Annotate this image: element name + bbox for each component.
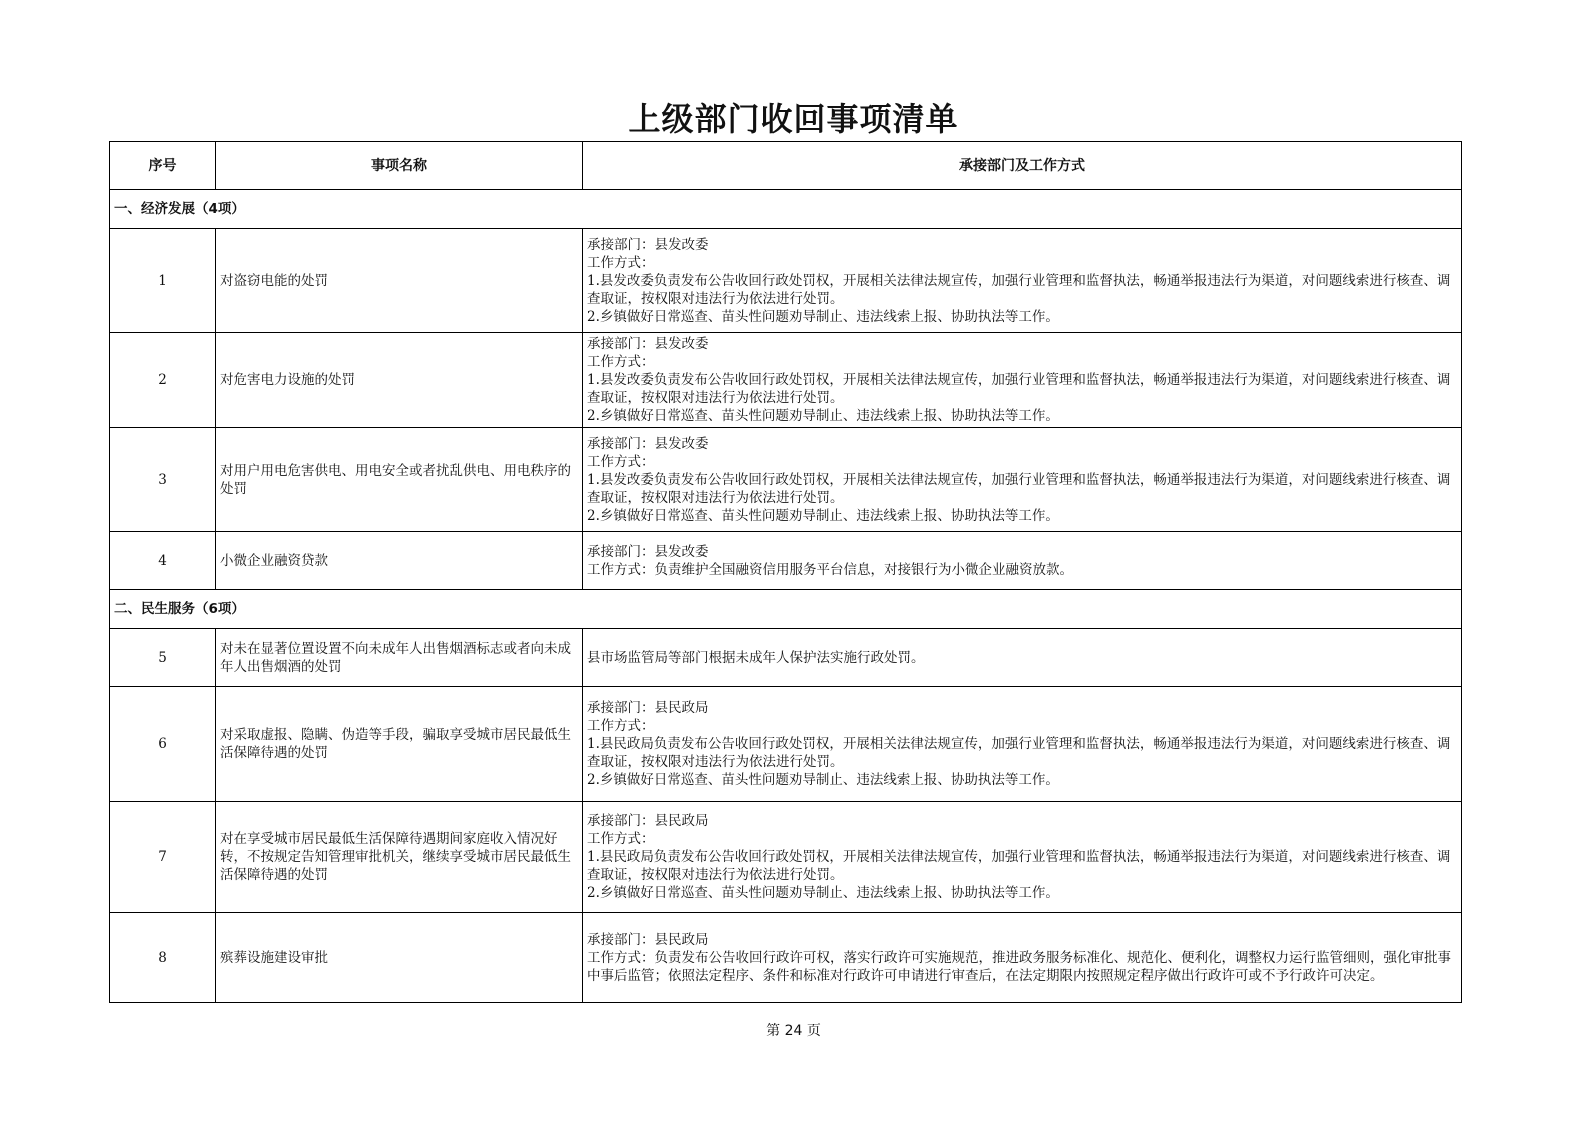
item-detail [583, 333, 1462, 428]
detail-line: 工作方式： [587, 718, 655, 734]
item-detail [583, 532, 1462, 590]
item-detail [583, 629, 1462, 687]
item-number: 4 [110, 532, 216, 590]
item-detail [583, 802, 1462, 913]
detail-line: 2.乡镇做好日常巡查、苗头性问题劝导制止、违法线索上报、协助执法等工作。 [587, 772, 1059, 788]
detail-line: 承接部门：县民政局 [587, 700, 709, 716]
detail-line: 县市场监管局等部门根据未成年人保护法实施行政处罚。 [587, 649, 925, 666]
table-row [110, 687, 1462, 802]
item-number: 5 [110, 629, 216, 687]
item-name: 殡葬设施建设审批 [216, 913, 583, 1003]
table-row [110, 428, 1462, 532]
detail-line: 2.乡镇做好日常巡查、苗头性问题劝导制止、违法线索上报、协助执法等工作。 [587, 507, 1059, 524]
detail-line: 承接部门：县发改委 [587, 236, 709, 253]
detail-line: 工作方式： [587, 254, 655, 271]
section-heading: 一、经济发展（4项） [110, 190, 1462, 229]
item-number: 1 [110, 229, 216, 333]
table-body [110, 190, 1462, 1003]
column-header-name: 事项名称 [216, 142, 583, 190]
table-row [110, 629, 1462, 687]
detail-line: 1.县发改委负责发布公告收回行政处罚权，开展相关法律法规宣传，加强行业管理和监督执法，畅通举报违法行为渠道，对问题线索进行核查、调查取证，按权限对违法行为依法进行处罚。 [587, 471, 1451, 506]
detail-line: 承接部门：县民政局 [587, 931, 709, 948]
item-number: 8 [110, 913, 216, 1003]
detail-line: 1.县发改委负责发布公告收回行政处罚权，开展相关法律法规宣传，加强行业管理和监督执法，畅通举报违法行为渠道，对问题线索进行核查、调查取证，按权限对违法行为依法进行处罚。 [587, 372, 1451, 406]
table-row [110, 229, 1462, 333]
item-detail [583, 229, 1462, 333]
item-number: 7 [110, 802, 216, 913]
table-row [110, 913, 1462, 1003]
item-detail [583, 913, 1462, 1003]
table-row [110, 333, 1462, 428]
column-header-num: 序号 [110, 142, 216, 190]
item-name: 对在享受城市居民最低生活保障待遇期间家庭收入情况好转，不按规定告知管理审批机关，继续享受城市居民最低生活保障待遇的处罚 [216, 802, 583, 913]
detail-line: 1.县民政局负责发布公告收回行政处罚权，开展相关法律法规宣传，加强行业管理和监督执法，畅通举报违法行为渠道，对问题线索进行核查、调查取证，按权限对违法行为依法进行处罚。 [587, 736, 1451, 770]
page-title: 上级部门收回事项清单 [628, 100, 959, 138]
item-name: 对盗窃电能的处罚 [216, 229, 583, 333]
detail-line: 承接部门：县民政局 [587, 813, 709, 829]
detail-line: 1.县民政局负责发布公告收回行政处罚权，开展相关法律法规宣传，加强行业管理和监督执法，畅通举报违法行为渠道，对问题线索进行核查、调查取证，按权限对违法行为依法进行处罚。 [587, 849, 1451, 883]
detail-line: 承接部门：县发改委 [587, 543, 709, 560]
table-row [110, 532, 1462, 590]
table-header-row [110, 142, 1462, 190]
detail-line: 工作方式：负责维护全国融资信用服务平台信息，对接银行为小微企业融资放款。 [587, 561, 1073, 578]
page-number: 第 24 页 [766, 1023, 821, 1039]
item-number: 6 [110, 687, 216, 802]
detail-line: 工作方式： [587, 354, 655, 370]
item-table [109, 141, 1462, 1003]
column-header-detail: 承接部门及工作方式 [583, 142, 1462, 190]
detail-line: 工作方式： [587, 831, 655, 847]
table-row [110, 802, 1462, 913]
item-detail [583, 687, 1462, 802]
detail-line: 承接部门：县发改委 [587, 435, 709, 452]
item-name: 对用户用电危害供电、用电安全或者扰乱供电、用电秩序的处罚 [216, 428, 583, 532]
detail-line: 工作方式：负责发布公告收回行政许可权，落实行政许可实施规范，推进政务服务标准化、规范化、便利化，调整权力运行监管细则，强化审批事中事后监管；依照法定程序、条件和标准对行政许可申请进行审查后，在法定期限内按照规定程序做出行政许可或不予行政许可决定。 [587, 949, 1451, 984]
item-name: 对未在显著位置设置不向未成年人出售烟酒标志或者向未成年人出售烟酒的处罚 [216, 629, 583, 687]
item-number: 3 [110, 428, 216, 532]
detail-line: 承接部门：县发改委 [587, 336, 709, 352]
item-detail [583, 428, 1462, 532]
item-name: 对危害电力设施的处罚 [216, 333, 583, 428]
item-name: 对采取虚报、隐瞒、伪造等手段，骗取享受城市居民最低生活保障待遇的处罚 [216, 687, 583, 802]
item-name: 小微企业融资贷款 [216, 532, 583, 590]
item-number: 2 [110, 333, 216, 428]
section-heading: 二、民生服务（6项） [110, 590, 1462, 629]
detail-line: 2.乡镇做好日常巡查、苗头性问题劝导制止、违法线索上报、协助执法等工作。 [587, 308, 1059, 325]
section-row [110, 190, 1462, 229]
detail-line: 工作方式： [587, 453, 655, 470]
detail-line: 2.乡镇做好日常巡查、苗头性问题劝导制止、违法线索上报、协助执法等工作。 [587, 885, 1059, 901]
section-row [110, 590, 1462, 629]
detail-line: 2.乡镇做好日常巡查、苗头性问题劝导制止、违法线索上报、协助执法等工作。 [587, 408, 1059, 424]
detail-line: 1.县发改委负责发布公告收回行政处罚权，开展相关法律法规宣传，加强行业管理和监督执法，畅通举报违法行为渠道，对问题线索进行核查、调查取证，按权限对违法行为依法进行处罚。 [587, 272, 1451, 307]
